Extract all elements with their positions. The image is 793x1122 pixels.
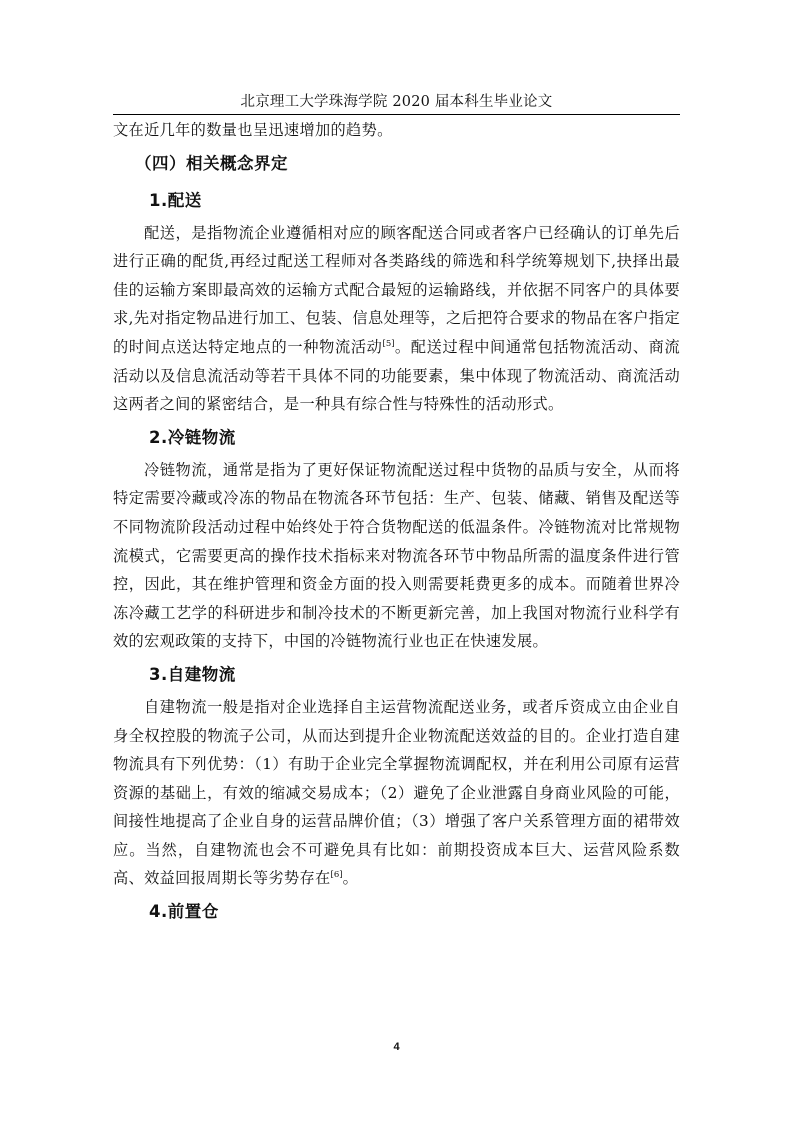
carryover-paragraph: 文在近几年的数量也呈迅速增加的趋势。 <box>113 121 393 139</box>
section-heading: （四）相关概念界定 <box>135 153 288 173</box>
citation-marker: [5] <box>382 338 395 349</box>
page-number: 4 <box>393 1041 400 1053</box>
citation-marker: [6] <box>330 870 343 881</box>
paragraph-self-built-logistics <box>113 693 680 893</box>
paragraph-text: 配送，是指物流企业遵循相对应的顾客配送合同或者客户已经确认的订单先后进行正确的配货,再经过配送工程师对各类路线的筛选和科学统筹规划下,抉择出最佳的运输方案即最高效的运输方式配合最短的运输路线，并依据不同客户的具体要求,先对指定物品进行加工、包装、信息处理等，之后把符合要求的物品在客户指定的时间点送达特定地点的一种物流活动 <box>113 223 680 356</box>
running-header: 北京理工大学珠海学院 2020 届本科生毕业论文 <box>240 94 553 110</box>
subsection-heading-front-warehouse: 4.前置仓 <box>149 902 219 922</box>
paragraph-distribution <box>113 219 680 419</box>
subsection-heading-self-built-logistics: 3.自建物流 <box>149 664 236 684</box>
subsection-heading-cold-chain: 2.冷链物流 <box>149 427 236 447</box>
paragraph-text: 自建物流一般是指对企业选择自主运营物流配送业务，或者斥资成立由企业自身全权控股的物流子公司，从而达到提升企业物流配送效益的目的。企业打造自建物流具有下列优势：（1）有助于企业完全掌握物流调配权，并在利用公司原有运营资源的基础上，有效的缩减交易成本；（2）避免了企业泄露自身商业风险的可能，间接性地提高了企业自身的运营品牌价值；（3）增强了客户关系管理方面的裙带效应。当然，自建物流也会不可避免具有比如：前期投资成本巨大、运营风险系数高、效益回报周期长等劣势存在 <box>113 697 680 888</box>
page-body <box>113 116 680 930</box>
paragraph-text: 。 <box>342 869 359 888</box>
paragraph-cold-chain: 冷链物流，通常是指为了更好保证物流配送过程中货物的品质与安全，从而将特定需要冷藏或冷冻的物品在物流各环节包括：生产、包装、储藏、销售及配送等不同物流阶段活动过程中始终处于符合货物配送的低温条件。冷链物流对比常规物流模式，它需要更高的操作技术指标来对物流各环节中物品所需的温度条件进行管控，因此，其在维护管理和资金方面的投入则需要耗费更多的成本。而随着世界冷冻冷藏工艺学的科研进步和制冷技术的不断更新完善，加上我国对物流行业科学有效的宏观政策的支持下，中国的冷链物流行业也正在快速发展。 <box>113 460 680 651</box>
subsection-heading-distribution: 1.配送 <box>149 190 202 210</box>
header-rule <box>113 114 680 115</box>
paragraph-text: 。配送过程中间通常包括物流活动、商流活动以及信息流活动等若干具体不同的功能要素，集中体现了物流活动、商流活动这两者之间的紧密结合，是一种具有综合性与特殊性的活动形式。 <box>113 337 680 414</box>
